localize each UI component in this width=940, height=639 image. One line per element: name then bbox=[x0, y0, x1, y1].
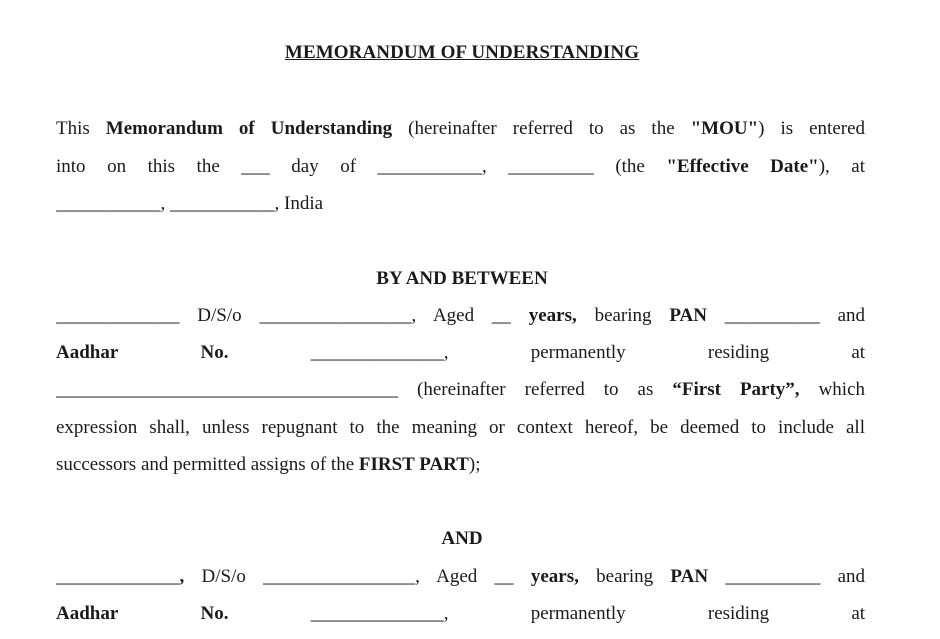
first-party-text: expression shall, unless repugnant to the meaning or context hereof, be deemed to include all bbox=[56, 417, 865, 438]
first-party-bold-text: “First Party”, bbox=[672, 379, 800, 400]
first-party-line-4 bbox=[56, 415, 865, 441]
first-party-bold-text: FIRST PART bbox=[358, 454, 469, 475]
second-party-text: __________ and bbox=[725, 566, 865, 587]
intro-line-2 bbox=[56, 154, 865, 180]
intro-bold-text: "MOU" bbox=[690, 118, 759, 139]
first-party-text: ____________________________________ (hereinafter referred to as bbox=[56, 379, 654, 400]
intro-text: ) is entered bbox=[758, 118, 865, 139]
first-party-text: successors and permitted assigns of the bbox=[56, 454, 355, 475]
first-party-text: residing bbox=[707, 342, 770, 363]
first-party-bold-text: years, bbox=[528, 305, 577, 326]
second-party-text: at bbox=[851, 603, 865, 624]
first-party-text: , Aged __ bbox=[411, 305, 511, 326]
first-party-line-1 bbox=[56, 303, 865, 329]
second-party-bold-text: No. bbox=[200, 603, 229, 624]
second-party-text: _____________ bbox=[56, 566, 180, 587]
first-party-text: ______________, bbox=[310, 342, 449, 363]
first-party-line-5 bbox=[56, 452, 865, 478]
second-party-line-2 bbox=[56, 601, 865, 627]
intro-text: This bbox=[56, 118, 90, 139]
first-party-bold-text: Aadhar bbox=[56, 342, 119, 363]
intro-line-1 bbox=[56, 116, 865, 142]
first-party-text: __________ and bbox=[724, 305, 865, 326]
first-party-line-3 bbox=[56, 377, 865, 403]
intro-line-3 bbox=[56, 191, 865, 217]
second-party-text: bearing bbox=[596, 566, 654, 587]
section-heading-and: AND bbox=[441, 528, 483, 549]
second-party-bold-text: years, bbox=[530, 566, 579, 587]
first-party-text: at bbox=[851, 342, 865, 363]
first-party-text: _____________ D/S/o ________________ bbox=[56, 305, 412, 326]
first-party-bold-text: PAN bbox=[669, 305, 707, 326]
second-party-bold-text: PAN bbox=[670, 566, 709, 587]
first-party-text: which bbox=[818, 379, 865, 400]
first-party-text: ); bbox=[468, 454, 481, 475]
second-party-text: residing bbox=[707, 603, 770, 624]
intro-bold-text: Memorandum of Understanding bbox=[105, 118, 393, 139]
intro-text: ___________, ___________, India bbox=[56, 193, 324, 214]
second-party-text: ______________, bbox=[310, 603, 449, 624]
second-party-text: D/S/o ________________, Aged __ bbox=[201, 566, 514, 587]
first-party-text: permanently bbox=[530, 342, 626, 363]
intro-text: into on this the ___ day of ___________, _________ (the bbox=[56, 156, 645, 177]
first-party-text: bearing bbox=[594, 305, 652, 326]
second-party-text: permanently bbox=[530, 603, 626, 624]
intro-text: (hereinafter referred to as the bbox=[408, 118, 675, 139]
second-party-line-1 bbox=[56, 564, 865, 590]
first-party-bold-text: No. bbox=[200, 342, 229, 363]
second-party-bold-text: , bbox=[179, 566, 185, 587]
document-title: MEMORANDUM OF UNDERSTANDING bbox=[284, 42, 640, 63]
second-party-bold-text: Aadhar bbox=[56, 603, 119, 624]
first-party-line-2 bbox=[56, 340, 865, 366]
section-heading-by-and-between: BY AND BETWEEN bbox=[376, 268, 548, 289]
intro-text: ), at bbox=[818, 156, 865, 177]
intro-bold-text: "Effective Date" bbox=[666, 156, 819, 177]
